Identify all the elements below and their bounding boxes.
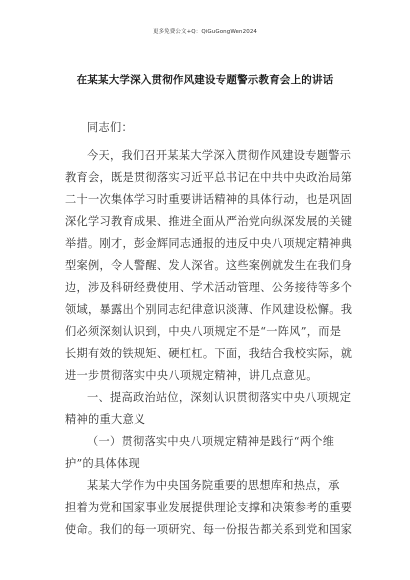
body-line: 精神的重大意义 <box>65 413 146 426</box>
body-line: 今天，我们召开某某大学深入贯彻作风建设专题警示 <box>87 149 352 162</box>
body-line: 担着为党和国家事业发展提供理论支撑和决策参考的重要 <box>65 501 353 514</box>
greeting: 同志们： <box>87 121 133 134</box>
body-line: 进一步贯彻落实中央八项规定精神，讲几点意见。 <box>65 369 318 382</box>
body-line: 深化学习教育成果、推进全面从严治党向纵深发展的关键 <box>65 215 353 228</box>
body-line: 某某大学作为中央国务院重要的思想库和热点，承 <box>87 479 340 492</box>
body-line: 教育会，既是贯彻落实习近平总书记在中共中央政治局第 <box>65 171 353 184</box>
document-title: 在某某大学深入贯彻作风建设专题警示教育会上的讲话 <box>76 74 334 86</box>
body-line: 长期有效的铁规矩、硬杠杠。下面，我结合我校实际，就 <box>65 347 353 360</box>
body-line: 领域，暴露出个别同志纪律意识淡薄、作风建设松懈。我 <box>65 303 353 316</box>
body-line: 二十一次集体学习时重要讲话精神的具体行动，也是巩固 <box>65 193 353 206</box>
document-body <box>65 117 355 541</box>
header-note: 更多免费公文+Q：QiGuGongWen2024 <box>152 29 258 35</box>
body-line: 一、提高政治站位，深刻认识贯彻落实中央八项规定 <box>87 391 352 404</box>
body-line: 使命。我们的每一项研究、每一份报告都关系到党和国家 <box>65 523 353 536</box>
body-line: 边，涉及科研经费使用、学术活动管理、公务接待等多个 <box>65 281 353 294</box>
body-line: 型案例，令人警醒、发人深省。这些案例就发生在我们身 <box>65 259 353 272</box>
body-lines <box>65 145 355 541</box>
body-line: （一）贯彻落实中央八项规定精神是践行“两个维 <box>87 435 335 448</box>
body-line: 护”的具体体现 <box>65 457 140 470</box>
body-line: 举措。刚才，彭金辉同志通报的违反中央八项规定精神典 <box>65 237 353 250</box>
body-line: 们必须深刻认识到，中央八项规定不是“一阵风”，而是 <box>65 325 342 338</box>
